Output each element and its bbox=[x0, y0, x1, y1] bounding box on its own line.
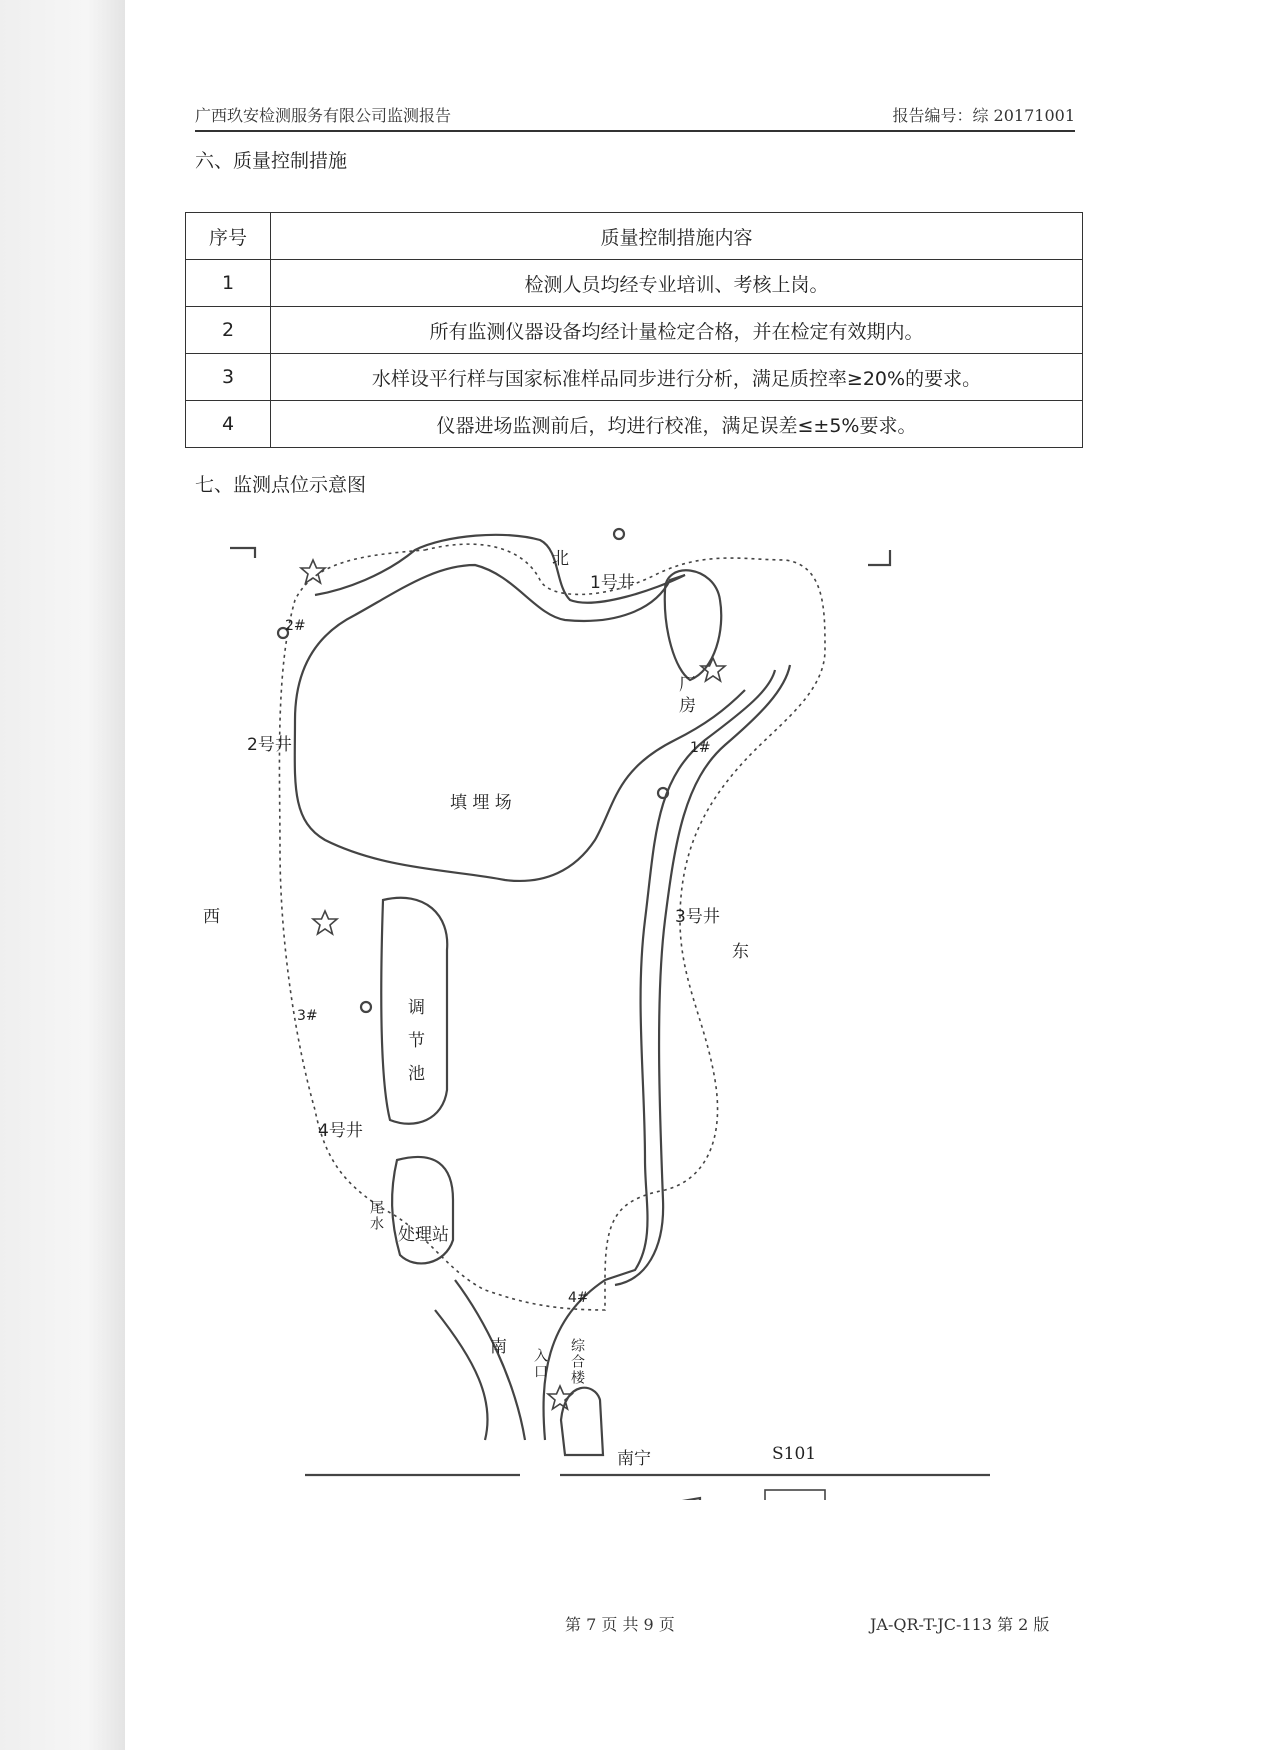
row-content: 所有监测仪器设备均经计量检定合格，并在检定有效期内。 bbox=[271, 307, 1083, 354]
quality-control-table bbox=[185, 212, 1083, 448]
map-label-landfill: 填 埋 场 bbox=[450, 793, 512, 813]
map-label-well-4: 4号井 bbox=[318, 1121, 363, 1141]
map-label-east: 东 bbox=[732, 942, 749, 962]
map-label-star-3: 3# bbox=[297, 1008, 318, 1024]
table-row bbox=[186, 354, 1083, 401]
row-content: 检测人员均经专业培训、考核上岗。 bbox=[271, 260, 1083, 307]
map-label-treatment: 处理站 bbox=[398, 1225, 449, 1245]
monitoring-site-map bbox=[185, 520, 1125, 1500]
map-label-nanning: 南宁 bbox=[617, 1449, 651, 1469]
treatment-outline bbox=[392, 1157, 453, 1263]
star-2-marker bbox=[301, 560, 325, 583]
row-no: 4 bbox=[186, 401, 271, 448]
site-boundary-dotted bbox=[279, 544, 825, 1310]
corner-mark-left bbox=[230, 548, 255, 558]
page-number: 第 7 页 共 9 页 bbox=[565, 1615, 675, 1634]
star-3-marker bbox=[313, 911, 337, 934]
map-label-star-4: 4# bbox=[568, 1290, 589, 1306]
map-label-star-2: 2# bbox=[285, 618, 306, 634]
map-label-north: 北 bbox=[552, 549, 569, 569]
map-drawing bbox=[185, 520, 1125, 1500]
star-4-marker bbox=[548, 1386, 572, 1409]
inner-road-left bbox=[455, 1280, 525, 1440]
map-label-factory: 厂房 bbox=[675, 675, 695, 717]
well-4-marker bbox=[361, 1002, 371, 1012]
row-content: 仪器进场监测前后，均进行校准，满足误差≤±5%要求。 bbox=[271, 401, 1083, 448]
company-report-title: 广西玖安检测服务有限公司监测报告 bbox=[195, 106, 452, 125]
table-header-row bbox=[186, 213, 1083, 260]
report-number: 报告编号：综 20171001 bbox=[892, 106, 1075, 125]
map-label-building: 综合楼 bbox=[569, 1338, 585, 1386]
arrow-to-nanning bbox=[665, 1498, 733, 1500]
row-no: 3 bbox=[186, 354, 271, 401]
star-1-marker bbox=[701, 658, 725, 681]
row-no: 2 bbox=[186, 307, 271, 354]
section-7-title: 七、监测点位示意图 bbox=[195, 474, 367, 496]
section-6-title: 六、质量控制措施 bbox=[195, 150, 348, 172]
map-label-pool: 调节池 bbox=[404, 998, 424, 1097]
page-binding-shadow bbox=[0, 0, 125, 1750]
road-sign-box bbox=[765, 1490, 825, 1500]
corner-mark-right bbox=[868, 550, 890, 565]
map-label-west: 西 bbox=[203, 907, 220, 927]
map-label-south: 南 bbox=[490, 1337, 507, 1357]
road-sign-s101: S101 bbox=[772, 1444, 817, 1464]
factory-outline bbox=[665, 570, 721, 680]
table-row bbox=[186, 401, 1083, 448]
row-content: 水样设平行样与国家标准样品同步进行分析，满足质控率≥20%的要求。 bbox=[271, 354, 1083, 401]
col-header-no: 序号 bbox=[186, 213, 271, 260]
table-row bbox=[186, 307, 1083, 354]
map-label-well-1: 1号井 bbox=[590, 573, 635, 593]
table-row bbox=[186, 260, 1083, 307]
map-label-tailwater: 尾水 bbox=[368, 1200, 384, 1232]
map-label-well-3: 3号井 bbox=[675, 907, 720, 927]
page-header bbox=[195, 100, 1075, 132]
row-no: 1 bbox=[186, 260, 271, 307]
map-label-star-1: 1# bbox=[690, 740, 711, 756]
col-header-content: 质量控制措施内容 bbox=[271, 213, 1083, 260]
map-label-well-2: 2号井 bbox=[247, 735, 292, 755]
inner-road-branch bbox=[435, 1310, 488, 1440]
form-number: JA-QR-T-JC-113 第 2 版 bbox=[870, 1615, 1050, 1634]
map-label-entrance: 入口 bbox=[532, 1348, 548, 1380]
well-1-marker bbox=[614, 529, 624, 539]
